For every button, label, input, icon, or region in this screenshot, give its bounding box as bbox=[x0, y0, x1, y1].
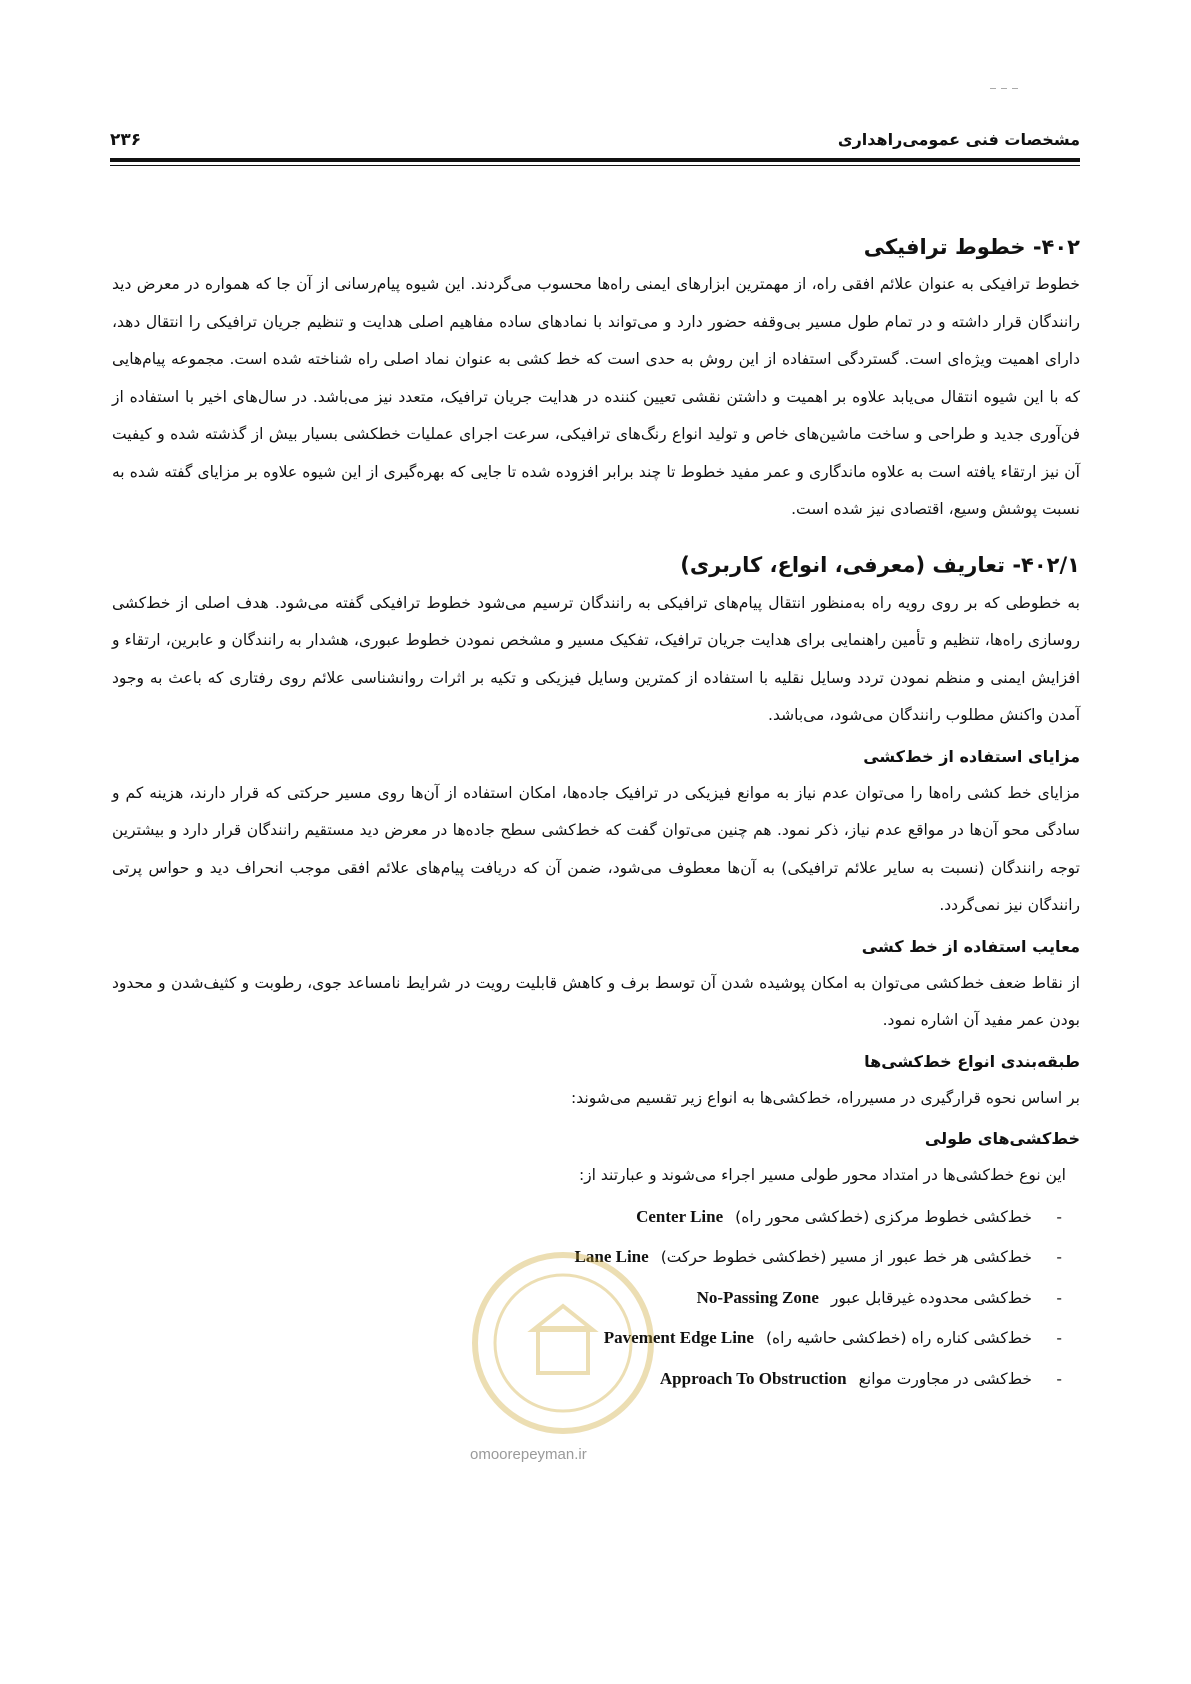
classification-intro: بر اساس نحوه قرارگیری در مسیرراه، خط‌کشی‌ها به انواع زیر تقسیم می‌شوند: bbox=[571, 1088, 1080, 1107]
advantages-paragraph: مزایای خط کشی راه‌ها را می‌توان عدم نیاز به موانع فیزیکی در ترافیک جاده‌ها، امکان استفاده از آن‌ها روی مسیر حرکتی که قرار دارند، هزینه کم و سادگی محو آن‌ها در مواقع عدم نیاز، ذکر نمود. هم چنین می‌توان گفت که خط‌کشی سطح جاده‌ها در معرض دید مستقیم رانندگان قرار دارد و بیشترین توجه رانندگان (نسبت به سایر علائم ترافیکی) به آن‌ها معطوف می‌شود، ضمن آن که دریافت پیام‌های علائم افقی موجب انحراف دید و حواس پرتی رانندگان نیز نمی‌گردد. bbox=[112, 783, 1080, 914]
list-item bbox=[112, 1197, 1062, 1238]
list-item-fa: خط‌کشی هر خط عبور از مسیر (خط‌کشی خطوط حرکت) bbox=[660, 1248, 1032, 1266]
list-bullet: - bbox=[1056, 1329, 1062, 1347]
list-item-fa: خط‌کشی در مجاورت موانع bbox=[858, 1369, 1032, 1388]
list-item bbox=[112, 1237, 1062, 1278]
list-item-en: Lane Line bbox=[574, 1247, 649, 1266]
list-item bbox=[112, 1359, 1062, 1400]
section-heading: ۴۰۲- خطوط ترافیکی bbox=[863, 235, 1080, 259]
list-item bbox=[112, 1318, 1062, 1359]
list-item bbox=[112, 1278, 1062, 1319]
scan-mark bbox=[990, 74, 1030, 76]
list-item-fa: خط‌کشی خطوط مرکزی (خط‌کشی محور راه) bbox=[735, 1207, 1032, 1226]
list-item-fa: خط‌کشی محدوده غیرقابل عبور bbox=[830, 1288, 1032, 1307]
running-header-title: مشخصات فنی عمومی‌راهداری bbox=[837, 130, 1080, 149]
list-bullet: - bbox=[1056, 1369, 1062, 1388]
disadvantages-paragraph: از نقاط ضعف خط‌کشی می‌توان به امکان پوشیده شدن آن توسط برف و کاهش قابلیت رویت در شرایط نامساعد جوی، رطوبت و کثیف‌شدن و محدود بودن عمر مفید آن اشاره نمود. bbox=[112, 973, 1080, 1029]
classification-heading: طبقه‌بندی انواع خط‌کشی‌ها bbox=[864, 1051, 1080, 1071]
disadvantages-heading: معایب استفاده از خط کشی bbox=[861, 936, 1080, 956]
list-bullet: - bbox=[1056, 1248, 1062, 1266]
longitudinal-intro: این نوع خط‌کشی‌ها در امتداد محور طولی مسیر اجراء می‌شوند و عبارتند از: bbox=[578, 1166, 1066, 1184]
definition-paragraph: به خطوطی که بر روی رویه راه به‌منظور انتقال پیام‌های ترافیکی به رانندگان ترسیم می‌شود خطوط ترافیکی گفته می‌شود. هدف اصلی از خط‌کشی روسازی راه‌ها، تنظیم و تأمین راهنمایی برای هدایت جریان ترافیک، تفکیک مسیر و مشخص نمودن خطوط عبوری، هشدار به رانندگان و عابرین، ارتقاء و افزایش ایمنی و منظم نمودن تردد وسایل نقلیه با استفاده از کمترین وسایل فیزیکی و تکیه بر اثرات روانشناسی علائم روی رفتاری که باعث به وجود آمدن واکنش مطلوب رانندگان می‌شود، می‌باشد. bbox=[112, 593, 1080, 724]
watermark-url: omoorepeyman.ir bbox=[470, 1446, 587, 1463]
advantages-heading: مزایای استفاده از خط‌کشی bbox=[863, 746, 1080, 766]
list-item-en: Center Line bbox=[636, 1206, 724, 1226]
list-bullet: - bbox=[1056, 1288, 1062, 1307]
list-item-en: Approach To Obstruction bbox=[659, 1368, 847, 1388]
list-bullet: - bbox=[1056, 1207, 1062, 1226]
page-number: ۲۳۶ bbox=[110, 130, 142, 150]
list-item-en: No-Passing Zone bbox=[696, 1287, 819, 1307]
longitudinal-lines-list bbox=[112, 1197, 1080, 1400]
header-rule-thick bbox=[110, 158, 1080, 162]
section-intro-paragraph: خطوط ترافیکی به عنوان علائم افقی راه، از مهمترین ابزارهای ایمنی راه‌ها محسوب می‌گردند. این شیوه پیام‌رسانی از آن جا که همواره در معرض دید رانندگان قرار داشته و در تمام طول مسیر بی‌وقفه حضور دارد و می‌تواند با نمادهای ساده مفاهیم اصلی هدایت و تنظیم جریان ترافیکی را انتقال دهد، دارای اهمیت ویژه‌ای است. گستردگی استفاده از این روش به حدی است که خط کشی به عنوان نماد اصلی راه شناخته شده است. مجموعه پیام‌هایی که با این شیوه انتقال می‌یابد علاوه بر اهمیت و داشتن نقشی تعیین کننده در هدایت جریان ترافیک، متعدد نیز می‌باشد. در سال‌های اخیر با استفاده از فن‌آوری جدید و طراحی و ساخت ماشین‌های خاص و تولید انواع رنگ‌های ترافیکی، سرعت اجرای عملیات خطکشی بسیار بیش از گذشته شده و کیفیت آن نیز ارتقاء یافته است به علاوه ماندگاری و عمر مفید خطوط تا چند برابر افزوده شده تا جایی که بهره‌گیری از این شیوه علاوه بر مزایای گفته شده به نسبت پوشش وسیع، اقتصادی نیز شده است. bbox=[112, 275, 1080, 518]
list-item-fa: خط‌کشی کناره راه (خط‌کشی حاشیه راه) bbox=[765, 1329, 1032, 1347]
longitudinal-heading: خط‌کشی‌های طولی bbox=[924, 1129, 1080, 1148]
page-body bbox=[112, 230, 1080, 1399]
subsection-heading: ۴۰۲/۱- تعاریف (معرفی، انواع، کاربری) bbox=[680, 552, 1080, 577]
header-rule-thin bbox=[110, 165, 1080, 166]
list-item-en: Pavement Edge Line bbox=[603, 1328, 754, 1347]
